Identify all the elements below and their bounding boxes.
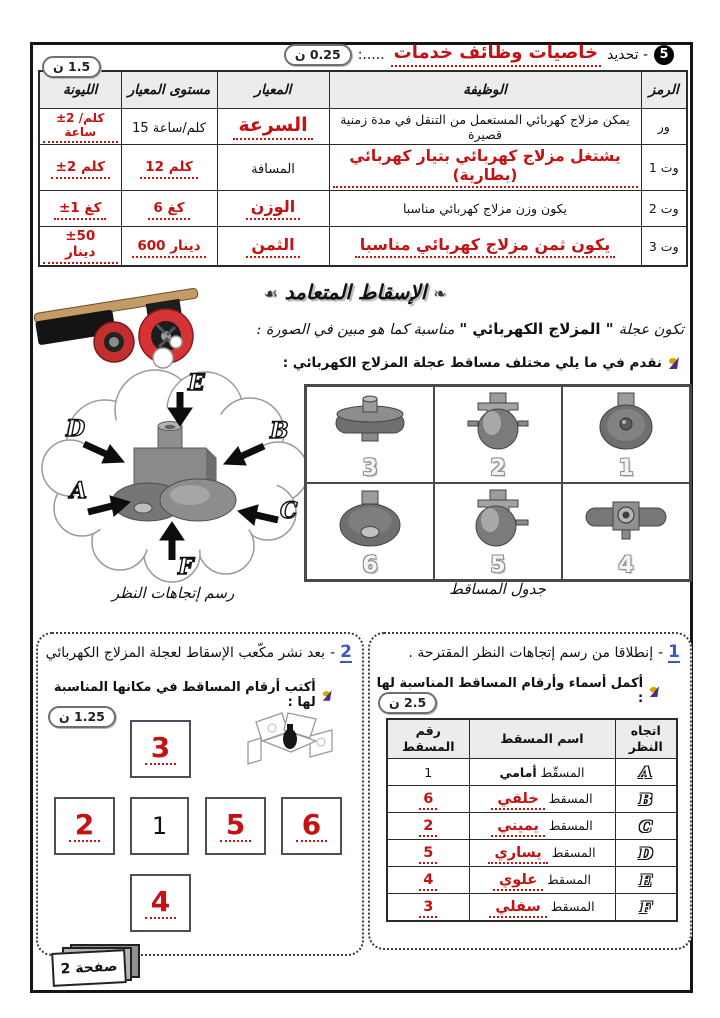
ornament-icon: ☙ [263, 284, 278, 303]
direction-letter-C: C [280, 498, 298, 524]
cell-name: المسقط يساري [469, 840, 615, 867]
cell-direction: D [615, 840, 677, 867]
cell-direction: A [615, 759, 677, 786]
intro-line2-text: نقدم في ما يلي مختلف مساقط عجلة المزلاج الكهربائي : [282, 355, 662, 371]
criteria-table [38, 70, 688, 267]
projection-side-view-icon [448, 391, 548, 453]
direction-letter-D: D [66, 416, 86, 442]
section-title: خاصيات وظائف خدمات [391, 42, 601, 67]
question1-text: إنطلاقا من رسم إتجاهات النظر المقترحة . [408, 645, 654, 661]
projections-grid [304, 384, 692, 582]
question1-score-badge: 2.5 ن [378, 692, 437, 714]
projection-cell-1 [562, 386, 690, 483]
cell-tolerance: ±2 كلم [39, 145, 121, 191]
bullet-arrow-icon [649, 685, 662, 698]
projection-number: 4 [618, 553, 634, 578]
projection-number: 1 [618, 456, 634, 481]
cell-criterion: المسافة [217, 145, 329, 191]
cell-tolerance: ±50 دينار [39, 227, 121, 267]
cell-name: المسقط سفلي [469, 894, 615, 922]
intro-line-2 [283, 355, 682, 371]
cell-name: المسقط علوي [469, 867, 615, 894]
direction-letter-B: B [270, 418, 289, 444]
cell-criterion: الثمن [217, 227, 329, 267]
projection-rear-view-icon [576, 488, 676, 550]
projection-front-view-icon [576, 391, 676, 453]
cell-direction: E [615, 867, 677, 894]
question2-dash: - [330, 645, 336, 661]
col-header-code: الرمز [641, 71, 687, 109]
col-header-number: رقم المسقط [387, 719, 469, 759]
question1-bullet-text: أكمل أسماء وأرقام المساقط المناسبة لها : [376, 676, 644, 706]
net-box-bottom [130, 874, 191, 932]
direction-letter-E: E [188, 370, 205, 396]
col-header-direction: اتجاه النظر [615, 719, 677, 759]
cell-criterion: السرعة [217, 109, 329, 145]
question1-box [368, 632, 692, 950]
net-box-center [130, 797, 189, 855]
question2-number: 2 [340, 642, 352, 662]
intro-quote: " المزلاج الكهربائي " [459, 320, 614, 338]
cell-name: المسقط خلفي [469, 786, 615, 813]
ptable-header-row [387, 719, 677, 759]
table-row [387, 813, 677, 840]
bullet-arrow-icon [322, 689, 334, 702]
cell-level: 15 كلم/ساعة [121, 109, 217, 145]
section-number-badge: 5 [654, 45, 674, 65]
table-row [387, 894, 677, 922]
page-number-label: صفحة 2 [60, 958, 118, 978]
question2-bullet-text: أكتب أرقام المساقط في مكانها المناسبة لها : [53, 680, 316, 710]
table-row [387, 867, 677, 894]
table-row [39, 191, 687, 227]
col-header-function: الوظيفة [329, 71, 641, 109]
cell-number: 2 [387, 813, 469, 840]
cell-code: ور [641, 109, 687, 145]
orthographic-projection-title [230, 280, 480, 304]
cell-number: 6 [387, 786, 469, 813]
bullet-arrow-icon [668, 356, 682, 370]
net-value: 1 [151, 812, 168, 840]
cloud-caption: رسم إتجاهات النظر [111, 584, 235, 602]
cell-name: المسقّط أمامي [469, 759, 615, 786]
cell-number: 5 [387, 840, 469, 867]
projection-number: 2 [490, 456, 506, 481]
question1-dash: - [658, 645, 664, 661]
question2-score-badge: 1.25 ن [48, 706, 116, 728]
table-row [39, 145, 687, 191]
question1-heading [408, 644, 680, 663]
question2-box [36, 632, 364, 956]
net-value: 4 [145, 887, 176, 918]
section-prefix: - تحديد [606, 46, 648, 63]
intro-part2: مناسبة كما هو مبين في الصورة : [256, 322, 455, 338]
unfolded-cube-sketch [244, 704, 334, 770]
net-box-top [130, 720, 191, 778]
projection-cell-5 [434, 483, 562, 580]
ortho-title-text: الإسقاط المتعامد [284, 280, 427, 304]
cell-function: يكون ثمن مزلاج كهربائي مناسبا [329, 227, 641, 267]
net-value: 2 [69, 810, 100, 841]
section-title-dots: .....: [357, 46, 385, 63]
cell-number: 3 [387, 894, 469, 922]
cell-function: يمكن مزلاج كهربائي المستعمل من التنقل في مدة زمنية قصيرة [329, 109, 641, 145]
cell-name: المسقط يميني [469, 813, 615, 840]
projection-cell-3 [306, 386, 434, 483]
cell-code: وت 2 [641, 191, 687, 227]
projection-side-view-icon [448, 488, 548, 550]
cell-level: 6 كغ [121, 191, 217, 227]
projection-number: 5 [490, 553, 506, 578]
net-box-right1 [205, 797, 266, 855]
cell-tolerance: ±1 كغ [39, 191, 121, 227]
cell-level: 12 كلم [121, 145, 217, 191]
projection-names-table [386, 718, 678, 922]
net-box-left [54, 797, 115, 855]
question2-text: بعد نشر مكّعب الإسقاط لعجلة المزلاج الكهربائي [45, 645, 326, 661]
table-row [39, 109, 687, 145]
projection-cell-6 [306, 483, 434, 580]
cell-code: وت 3 [641, 227, 687, 267]
section-header [284, 42, 674, 67]
grid-caption: جدول المساقط [449, 580, 546, 598]
page-number-icon [48, 944, 148, 990]
projection-bottom-view-icon [320, 488, 420, 550]
table-row [387, 759, 677, 786]
direction-letter-A: A [70, 478, 88, 504]
ornament-icon: ❧ [433, 284, 447, 303]
direction-letter-F: F [178, 554, 194, 580]
col-header-name: اسم المسقط [469, 719, 615, 759]
cell-level: 600 دينار [121, 227, 217, 267]
projection-cell-4 [562, 483, 690, 580]
cell-direction: C [615, 813, 677, 840]
table-row [387, 840, 677, 867]
col-header-criterion: المعيار [217, 71, 329, 109]
cell-number: 1 [387, 759, 469, 786]
projection-number: 3 [362, 456, 378, 481]
projection-number: 6 [362, 553, 378, 578]
net-value: 3 [145, 733, 176, 764]
question1-number: 1 [668, 642, 680, 662]
table-row [387, 786, 677, 813]
projection-top-view-icon [320, 391, 420, 453]
cell-number: 4 [387, 867, 469, 894]
criteria-header-row [39, 71, 687, 109]
intro-part1: تكون عجلة [618, 322, 684, 338]
net-box-right2 [281, 797, 342, 855]
projection-cell-2 [434, 386, 562, 483]
cell-code: وت 1 [641, 145, 687, 191]
col-header-level: مستوى المعيار [121, 71, 217, 109]
question2-heading [46, 644, 352, 663]
section-score-badge: 0.25 ن [284, 44, 352, 66]
cell-tolerance: ±2 كلم/ساعة [39, 109, 121, 145]
net-value: 5 [220, 810, 251, 841]
intro-line-1 [256, 320, 684, 338]
cell-function: يكون وزن مزلاج كهربائي مناسبا [329, 191, 641, 227]
criteria-score-badge: 1.5 ن [42, 56, 101, 78]
net-value: 6 [296, 810, 327, 841]
cell-function: يشتغل مزلاج كهربائي بتيار كهربائي (بطارية) [329, 145, 641, 191]
view-directions-cloud [30, 330, 310, 586]
col-header-tolerance: الليونة [39, 71, 121, 109]
table-row [39, 227, 687, 267]
cell-direction: B [615, 786, 677, 813]
cell-direction: F [615, 894, 677, 922]
cell-criterion: الوزن [217, 191, 329, 227]
